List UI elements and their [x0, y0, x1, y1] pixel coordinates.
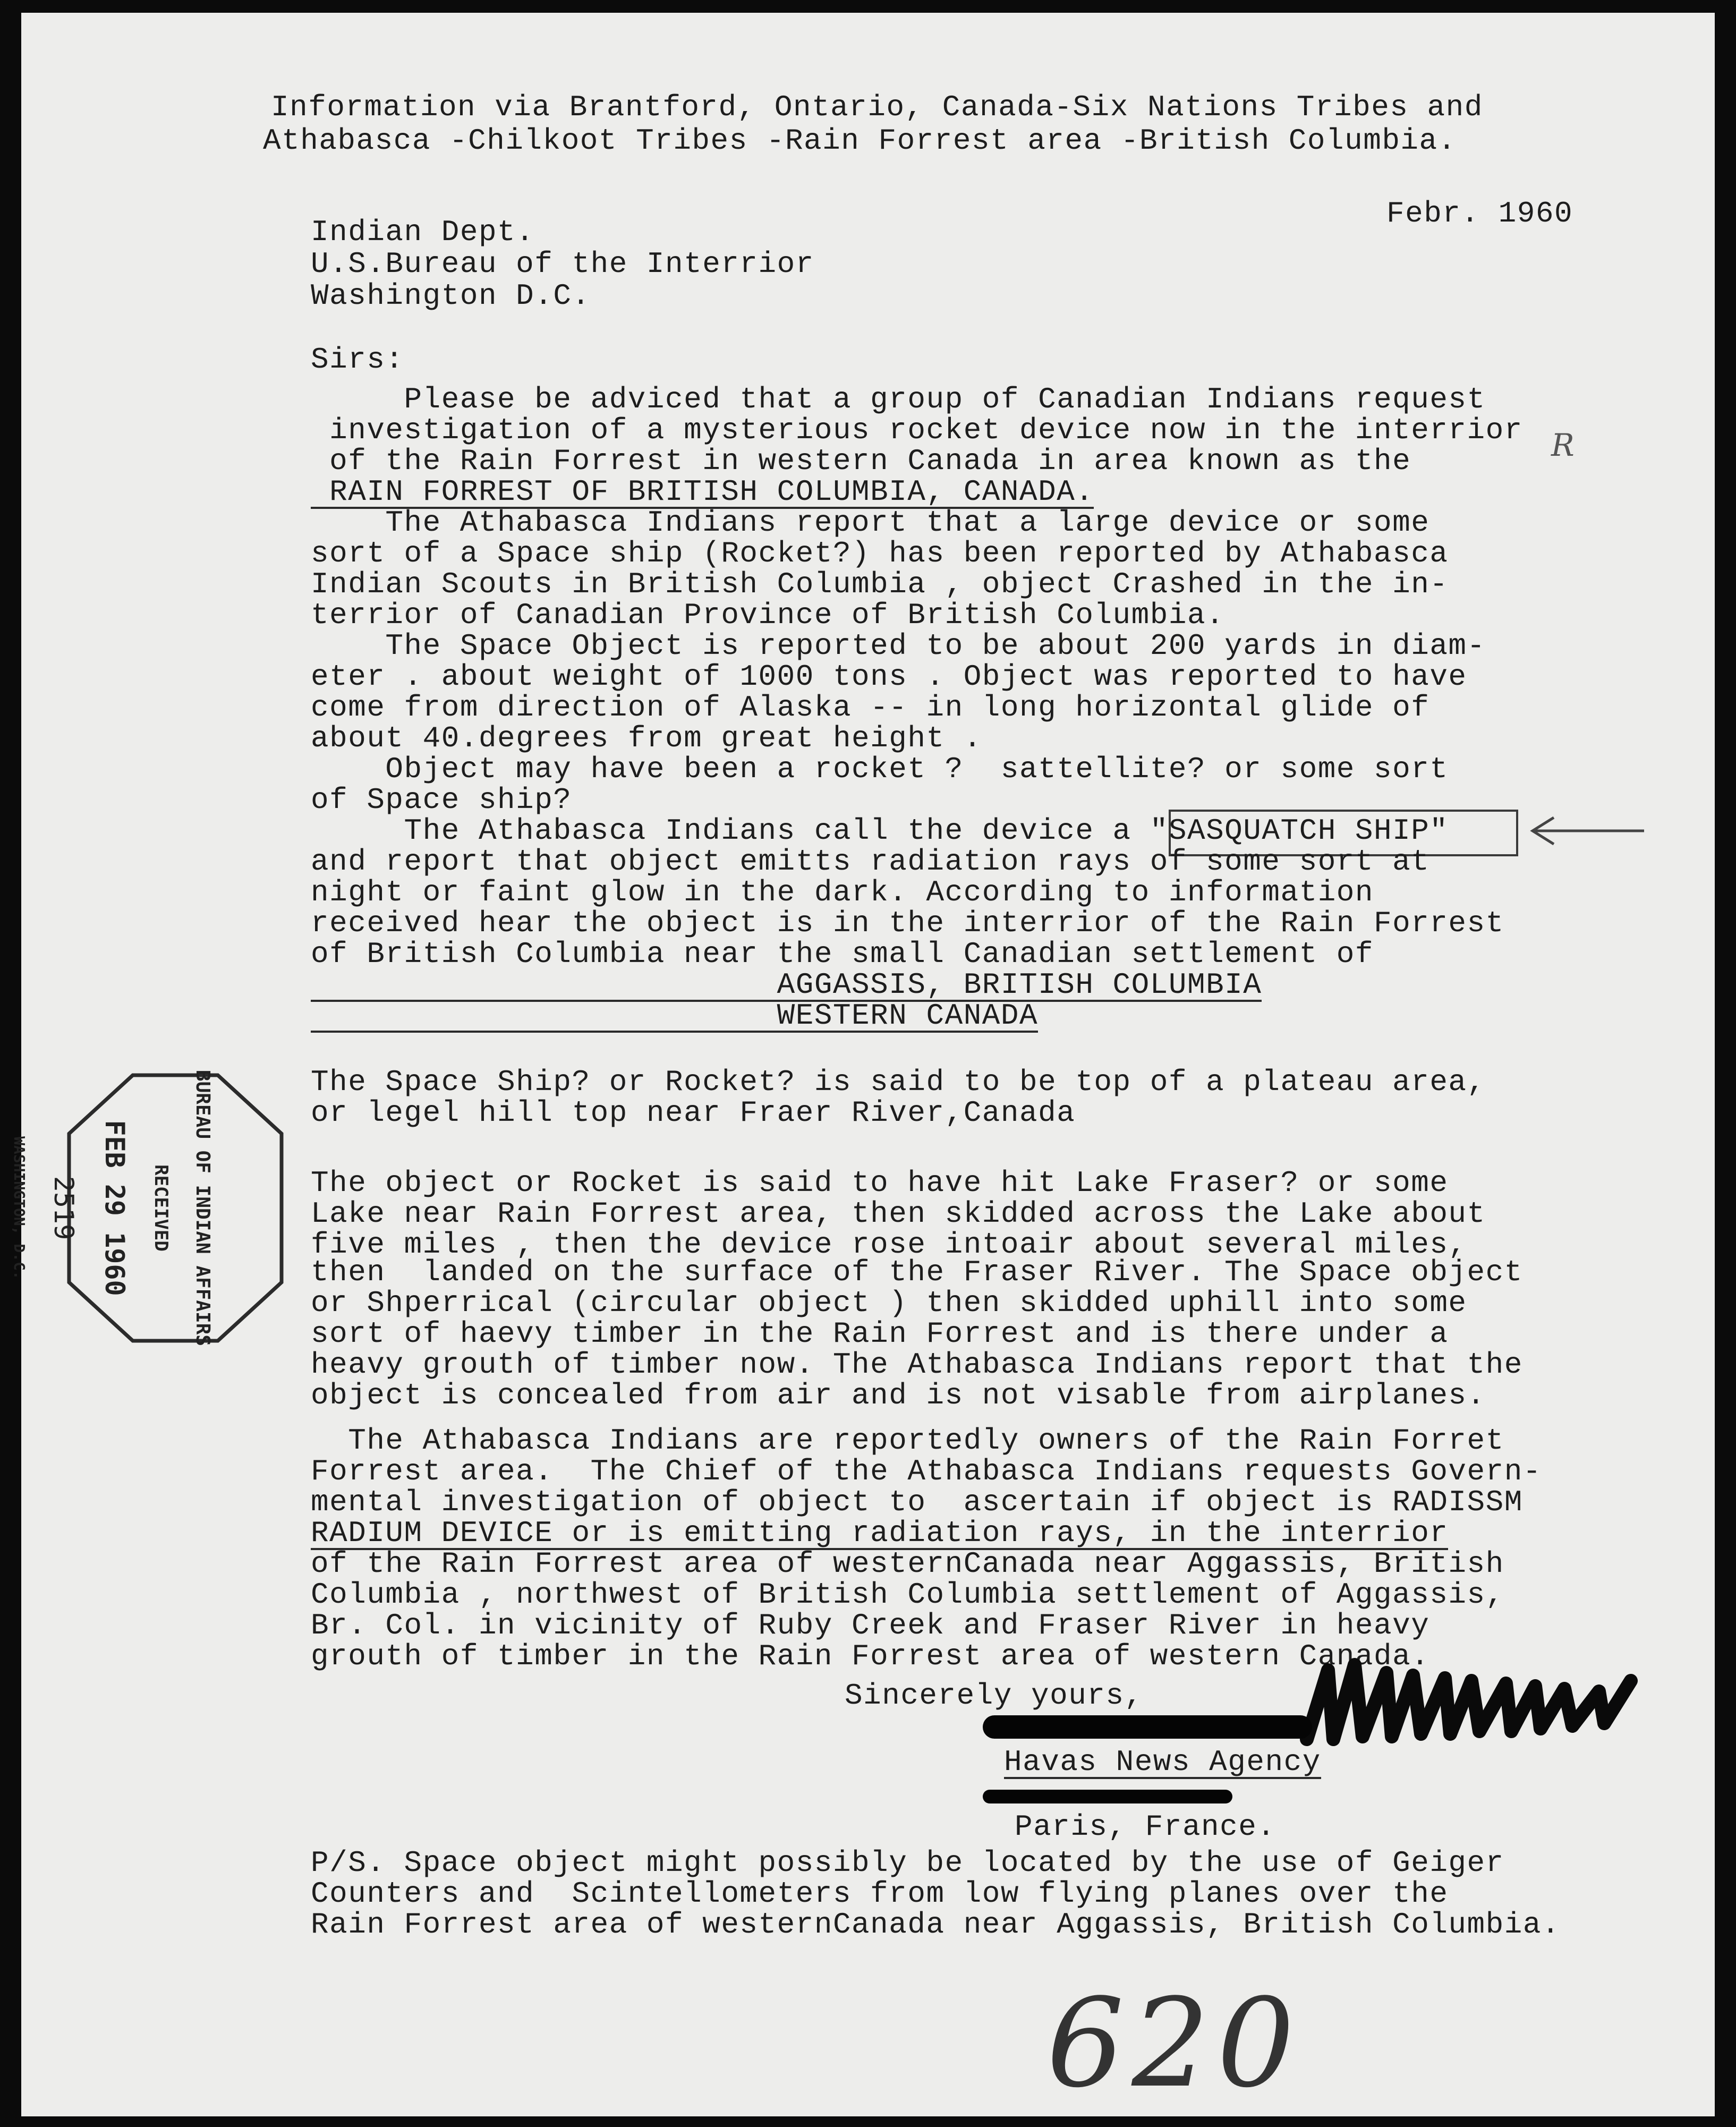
body-line: The object or Rocket is said to have hit Lake Fraser? or some [311, 1166, 1449, 1200]
body-line: Columbia , northwest of British Columbia settlement of Aggassis, [311, 1578, 1504, 1612]
body-line: The Space Object is reported to be about 200 yards in diam- [311, 629, 1486, 663]
body-line: grouth of timber in the Rain Forrest area of western Canada. [311, 1639, 1430, 1673]
body-line: Lake near Rain Forrest area, then skidded across the Lake about [311, 1197, 1486, 1231]
body-line: eter . about weight of 1000 tons . Object was reported to have [311, 660, 1467, 694]
header-line-1: Information via Brantford, Ontario, Canada-Six Nations Tribes and [271, 90, 1483, 124]
stamp-location: WASHINGTON, D.C. [11, 1136, 28, 1280]
body-line: of the Rain Forrest in western Canada in area known as the [311, 444, 1411, 478]
handwritten-page-number: 620 [1046, 1973, 1302, 2115]
arrow-icon [1525, 812, 1647, 849]
handwritten-signature [1296, 1649, 1647, 1760]
body-line: investigation of a mysterious rocket device now in the interrior [311, 413, 1523, 447]
body-line: The Athabasca Indians call the device a "SASQUATCH SHIP" [311, 814, 1449, 848]
body-line: received hear the object is in the interrior of the Rain Forrest [311, 906, 1504, 940]
body-line: Br. Col. in vicinity of Ruby Creek and Fraser River in heavy [311, 1609, 1430, 1643]
body-line: night or faint glow in the dark. According to information [311, 875, 1374, 909]
body-line: The Athabasca Indians report that a large device or some [311, 506, 1430, 540]
salutation: Sirs: [311, 343, 404, 377]
stamp-number: 2519 [48, 1176, 79, 1240]
body-line: about 40.degrees from great height . [311, 721, 982, 755]
stamp-bureau: BUREAU OF INDIAN AFFAIRS [192, 1069, 214, 1347]
closing-city: Paris, France. [1015, 1810, 1276, 1844]
header-line-2: Athabasca -Chilkoot Tribes -Rain Forrest area -British Columbia. [263, 124, 1457, 158]
closing-agency: Havas News Agency [1004, 1745, 1321, 1779]
recipient-line-1: Indian Dept. [311, 215, 535, 249]
body-line: mental investigation of object to ascertain if object is RADISSM [311, 1485, 1523, 1519]
body-line: or legel hill top near Fraer River,Canada [311, 1096, 1076, 1130]
body-line-underlined: AGGASSIS, BRITISH COLUMBIA [311, 968, 1262, 1002]
received-stamp [11, 1069, 287, 1347]
postscript-line: P/S. Space object might possibly be located by the use of Geiger [311, 1846, 1504, 1880]
recipient-line-2: U.S.Bureau of the Interrior [311, 247, 814, 281]
letter-date: Febr. 1960 [1386, 197, 1573, 231]
body-line: The Space Ship? or Rocket? is said to be top of a plateau area, [311, 1065, 1486, 1099]
body-line: Please be adviced that a group of Canadian Indians request [311, 382, 1486, 416]
postscript-line: Counters and Scintellometers from low flying planes over the [311, 1877, 1449, 1911]
stamp-received: RECEIVED [150, 1164, 172, 1252]
postscript-line: Rain Forrest area of westernCanada near Aggassis, British Columbia. [311, 1908, 1561, 1942]
redaction-bar [983, 1715, 1312, 1739]
body-line-underlined: RADIUM DEVICE or is emitting radiation rays, in the interrior [311, 1516, 1449, 1550]
body-line: The Athabasca Indians are reportedly owners of the Rain Forret [311, 1424, 1504, 1458]
body-line-underlined: WESTERN CANADA [311, 999, 1039, 1033]
body-line: of Space ship? [311, 783, 572, 817]
handwritten-margin-mark: R [1551, 427, 1575, 463]
body-line: then landed on the surface of the Fraser River. The Space object [311, 1255, 1523, 1289]
body-line: of British Columbia near the small Canadian settlement of [311, 937, 1374, 971]
body-line: and report that object emitts radiation rays of some sort at [311, 845, 1430, 879]
body-line: five miles , then the device rose intoair about several miles, [311, 1228, 1467, 1262]
redaction-bar [983, 1790, 1232, 1803]
stamp-date: FEB 29 1960 [99, 1120, 130, 1296]
body-line: Object may have been a rocket ? sattellite? or some sort [311, 752, 1449, 786]
body-line: terrior of Canadian Province of British Columbia. [311, 598, 1225, 632]
stamp-text-block [11, 1065, 234, 1351]
body-line: sort of a Space ship (Rocket?) has been reported by Athabasca [311, 537, 1449, 571]
body-line: object is concealed from air and is not visable from airplanes. [311, 1379, 1486, 1413]
body-line: Indian Scouts in British Columbia , object Crashed in the in- [311, 567, 1449, 601]
letter-page [11, 13, 1715, 2116]
body-line: sort of haevy timber in the Rain Forrest and is there under a [311, 1317, 1449, 1351]
body-line: Forrest area. The Chief of the Athabasca Indians requests Govern- [311, 1454, 1542, 1488]
recipient-line-3: Washington D.C. [311, 279, 591, 313]
body-line: come from direction of Alaska -- in long horizontal glide of [311, 691, 1430, 725]
body-line: of the Rain Forrest area of westernCanada near Aggassis, British [311, 1547, 1504, 1581]
body-line: heavy grouth of timber now. The Athabasca Indians report that the [311, 1348, 1523, 1382]
closing-sincerely: Sincerely yours, [845, 1679, 1143, 1713]
body-line-underlined: RAIN FORREST OF BRITISH COLUMBIA, CANADA. [311, 475, 1094, 509]
body-line: or Shperrical (circular object ) then skidded uphill into some [311, 1286, 1467, 1320]
